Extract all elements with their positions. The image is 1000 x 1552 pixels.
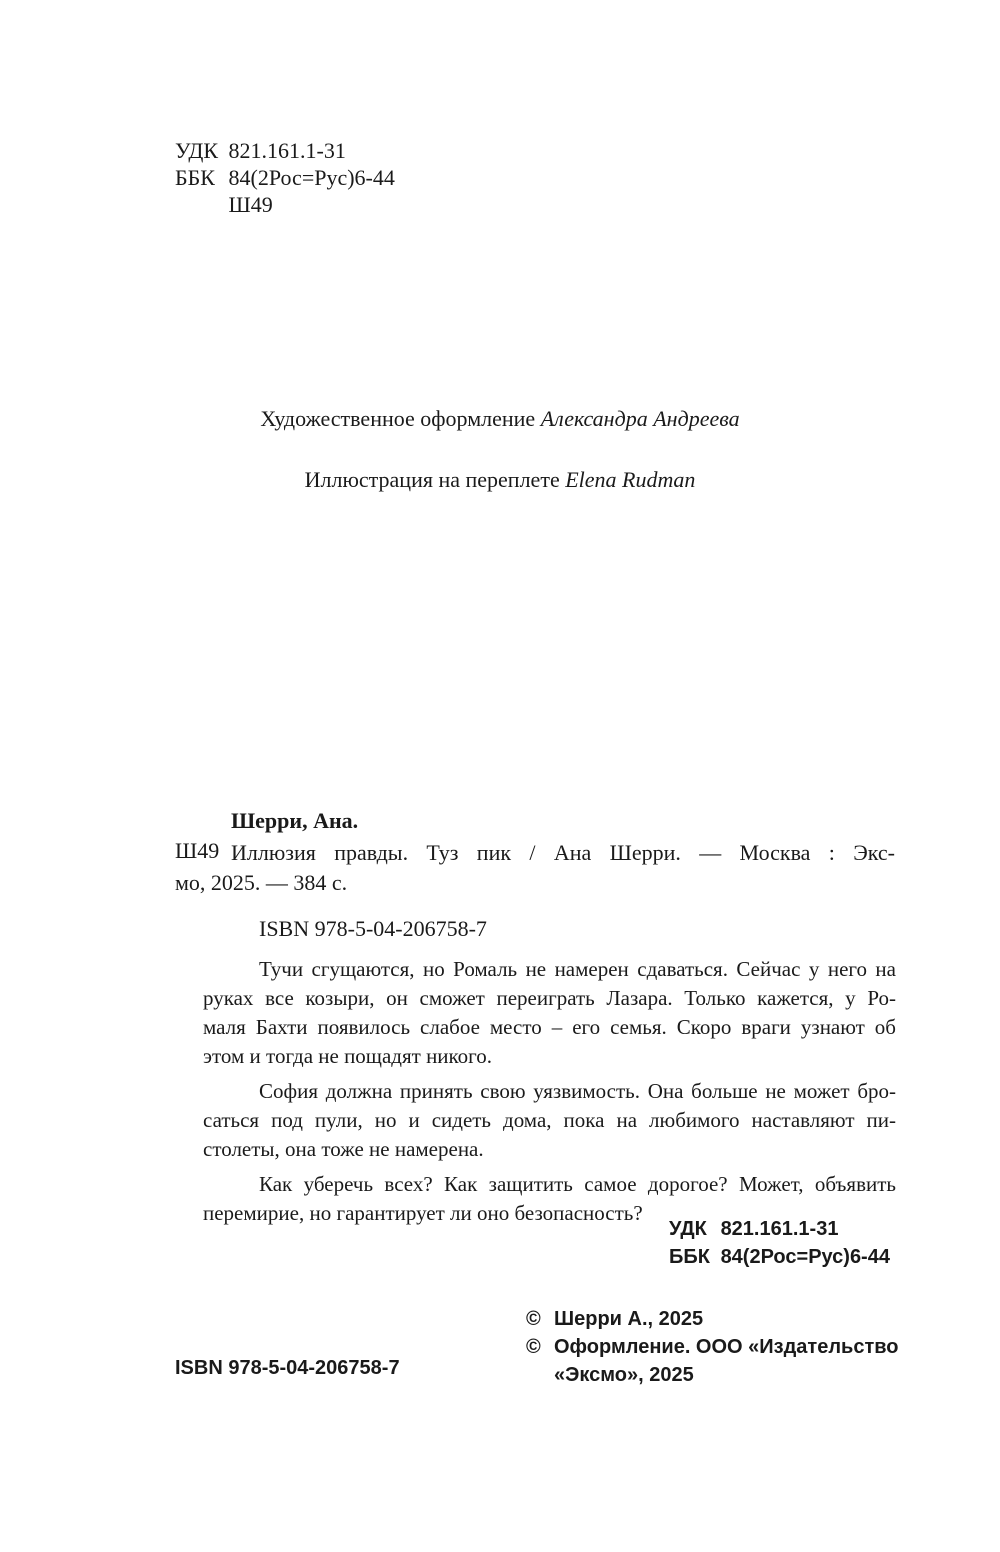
annotation-line: Тучи сгущаются, но Ромаль не намерен сдаваться. Сейчас у него на — [259, 957, 896, 981]
copyright-author: Шерри А., 2025 — [554, 1308, 704, 1330]
credit-design-prefix: Художественное оформление — [260, 406, 536, 431]
annotation-line: перемирие, но гарантирует ли оно безопасность? — [203, 1201, 643, 1225]
udk-row — [669, 1215, 890, 1243]
copyright-design-row-cont — [526, 1361, 899, 1389]
copyright-design-line2: «Эксмо», 2025 — [554, 1364, 694, 1386]
udk-row — [175, 137, 395, 164]
credit-illustration — [0, 467, 1000, 493]
bbk-value: 84(2Рос=Рус)6-44 — [228, 165, 395, 190]
classification-block-top — [175, 137, 395, 218]
bbk-label: ББК — [175, 165, 215, 190]
classification-block-bottom — [669, 1215, 890, 1271]
annotation-line: этом и тогда не пощадят никого. — [203, 1044, 493, 1068]
bbk-label: ББК — [669, 1246, 710, 1268]
annotation-line: руках все козыри, он сможет переиграть Лазара. Только кажется, у Ро- — [203, 986, 896, 1010]
copyright-design-line1: Оформление. ООО «Издательство — [554, 1336, 899, 1358]
annotation-line: столеты, она тоже не намерена. — [203, 1137, 484, 1161]
udk-value: 821.161.1-31 — [720, 1218, 839, 1240]
credit-illustration-prefix: Иллюстрация на переплете — [304, 467, 560, 492]
author-mark-row — [175, 191, 395, 218]
udk-label: УДК — [175, 138, 219, 163]
annotation-paragraph — [203, 955, 896, 1071]
copyright-design-row — [526, 1333, 899, 1361]
credit-design-name: Александра Андреева — [540, 406, 740, 431]
credit-design — [0, 406, 1000, 432]
bibliographic-description-line: Иллюзия правды. Туз пик / Ана Шерри. — Москва : Экс- — [231, 840, 895, 865]
annotation — [203, 955, 896, 1234]
udk-value: 821.161.1-31 — [228, 138, 346, 163]
bibliographic-code: Ш49 — [175, 838, 220, 863]
bibliographic-author: Шерри, Ана. — [231, 808, 359, 833]
bbk-row — [669, 1243, 890, 1271]
credit-illustration-name: Elena Rudman — [565, 467, 696, 492]
bbk-value: 84(2Рос=Рус)6-44 — [720, 1246, 890, 1268]
annotation-line: София должна принять свою уязвимость. Она больше не может бро- — [259, 1079, 896, 1103]
annotation-line: Как уберечь всех? Как защитить самое дорогое? Может, объявить — [259, 1172, 896, 1196]
bibliographic-isbn: ISBN 978-5-04-206758-7 — [259, 916, 487, 941]
udk-label: УДК — [669, 1218, 707, 1240]
annotation-paragraph — [203, 1077, 896, 1164]
annotation-line: маля Бахти появилось слабое место – его семья. Скоро враги узнают об — [203, 1015, 896, 1039]
author-mark: Ш49 — [228, 192, 273, 217]
bbk-row — [175, 164, 395, 191]
copyright-symbol: © — [526, 1308, 541, 1330]
copyright-author-row — [526, 1305, 899, 1333]
copyright-block — [526, 1305, 899, 1389]
bibliographic-description-line: мо, 2025. — 384 с. — [175, 870, 348, 895]
isbn-bottom: ISBN 978-5-04-206758-7 — [175, 1357, 400, 1379]
annotation-line: саться под пули, но и сидеть дома, пока на любимого наставляют пи- — [203, 1108, 896, 1132]
copyright-symbol: © — [526, 1336, 541, 1358]
